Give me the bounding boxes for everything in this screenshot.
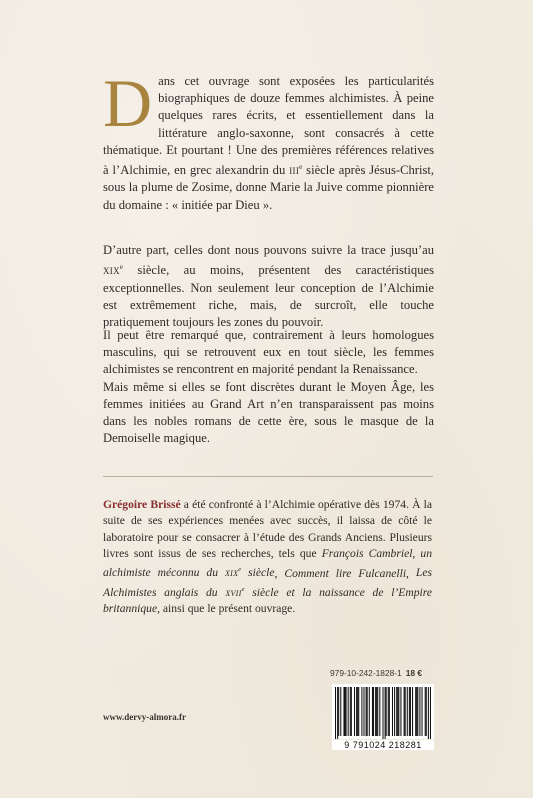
para2-century-sup: e: [119, 263, 124, 272]
barcode-bar: [372, 687, 373, 736]
barcode-bar: [404, 687, 405, 736]
barcode-bar: [386, 687, 387, 736]
section-divider: [103, 476, 433, 477]
para3-text-1: Il peut être remarqué que, contrairement à leurs homologues masculins, qui se retrouvent eux en tout siècle, les femmes alchimistes se rencontrent en majorité pendant la Renaissance.: [103, 328, 434, 377]
bio-sep-2: ,: [406, 566, 416, 580]
author-bio: [103, 497, 432, 618]
barcode-bar: [419, 687, 420, 736]
barcode-bar: [346, 687, 347, 736]
price-tag: 18 €: [405, 668, 423, 678]
isbn-number: 979-10-242-1828-1: [330, 668, 402, 678]
barcode: [332, 684, 434, 739]
book-title-alchimistes-anglais: Les Alchimistes anglais du xvii$^e$ siècle et la naissance de l’Empire britannique: [103, 566, 433, 616]
barcode-bar: [422, 687, 423, 736]
bio-text-1: a été confronté à l’Alchimie opérative dès 1974. À la suite de ses expériences menées avec succès, il laissa de côté le laboratoire pour se consacrer à l’étude des Grands Anciens. Plusieurs livres sont issus de ses recherches, tels que: [103, 498, 433, 561]
barcode-bar: [356, 687, 357, 736]
barcode-bar: [338, 687, 339, 736]
barcode-bar: [416, 687, 417, 736]
barcode-bar: [373, 687, 374, 736]
paragraph-renaissance: [103, 327, 434, 447]
barcode-bar: [340, 687, 341, 736]
book-title-cambriel: François Cambriel, un alchimiste méconnu du xix$^e$ siècle: [103, 547, 433, 580]
barcode-bar: [348, 687, 349, 736]
barcode-bar: [425, 687, 426, 736]
barcode-digits: 9 791024 218281: [332, 740, 434, 750]
drop-cap-letter: D: [103, 65, 153, 141]
barcode-bar: [388, 687, 389, 736]
barcode-bar: [412, 687, 413, 736]
barcode-bar: [394, 687, 395, 736]
bio-sep-1: ,: [274, 566, 285, 580]
barcode-bar: [357, 687, 358, 736]
intro-text-lead: ans cet ouvrage sont exposées les particularités biographiques de douze femmes alchimistes. À peine quelques rares écrits, et essentiellement dans la littérature anglo-saxonne, sont consacrés à cette thématique. Et pourtant ! Une des premières références relatives à l’Alchimie, en grec alexandrin du: [103, 74, 434, 178]
barcode-bar: [417, 687, 418, 736]
barcode-bar: [354, 687, 355, 736]
barcode-bar: [396, 687, 397, 736]
barcode-bar: [369, 687, 370, 736]
barcode-bar: [361, 687, 362, 736]
bio-text-2: , ainsi que le présent ouvrage.: [157, 602, 296, 616]
barcode-bar: [335, 687, 336, 739]
intro-century: iii: [289, 163, 300, 178]
barcode-bar: [363, 687, 364, 736]
paragraph-exceptional: [103, 242, 434, 331]
paragraph-intro: [103, 65, 435, 214]
barcode-bar: [428, 687, 429, 739]
barcode-bar: [376, 687, 377, 736]
author-name: Grégoire Brissé: [103, 498, 181, 511]
barcode-bar: [389, 687, 390, 736]
barcode-bar: [397, 687, 398, 736]
barcode-bar: [409, 687, 410, 736]
barcode-bar: [415, 687, 416, 736]
barcode-bar: [375, 687, 376, 736]
book-title-fulcanelli: Comment lire Fulcanelli: [284, 566, 407, 580]
barcode-bar: [410, 687, 411, 736]
barcode-bar: [379, 687, 380, 736]
para2-lead: D’autre part, celles dont nous pouvons suivre la trace jusqu’au: [103, 243, 434, 257]
barcode-bar: [337, 687, 338, 739]
barcode-bar: [350, 687, 351, 736]
barcode-bar: [366, 687, 367, 736]
publisher-website-link[interactable]: www.dervy-almora.fr: [103, 712, 186, 722]
barcode-bar: [426, 687, 427, 736]
isbn-price-line: [330, 668, 434, 678]
barcode-bar: [344, 687, 345, 736]
barcode-bar: [430, 687, 431, 739]
barcode-bar: [382, 687, 383, 739]
barcode-bar: [385, 687, 386, 739]
barcode-bar: [400, 687, 401, 736]
barcode-bar: [407, 687, 408, 736]
barcode-bar: [377, 687, 378, 736]
barcode-bars: [332, 684, 434, 739]
para2-tail: siècle, au moins, présentent des caractéristiques exceptionnelles. Non seulement leur conception de l’Alchimie est extrêmement riche, mais, de surcroît, elle touche pratiquement toujours les zones du pouvoir.: [103, 263, 434, 329]
barcode-bar: [351, 687, 352, 736]
para3-text-2: Mais même si elles se font discrètes durant le Moyen Âge, les femmes initiées au Grand Art n’en transparaissent pas moins dans les nobles romans de cette ère, sous le masque de la Demoiselle magique.: [103, 379, 434, 446]
para2-century: xix: [103, 263, 120, 278]
barcode-bar: [367, 687, 368, 736]
intro-text-tail: siècle après Jésus-Christ, sous la plume de Zosime, donne Marie la Juive comme pionnière du domaine : « initiée par Dieu ».: [103, 163, 435, 212]
intro-century-sup: e: [299, 163, 303, 172]
barcode-bar: [398, 687, 399, 736]
barcode-bar: [358, 687, 359, 736]
barcode-bar: [343, 687, 344, 736]
barcode-bar: [405, 687, 406, 736]
barcode-bar: [392, 687, 393, 736]
